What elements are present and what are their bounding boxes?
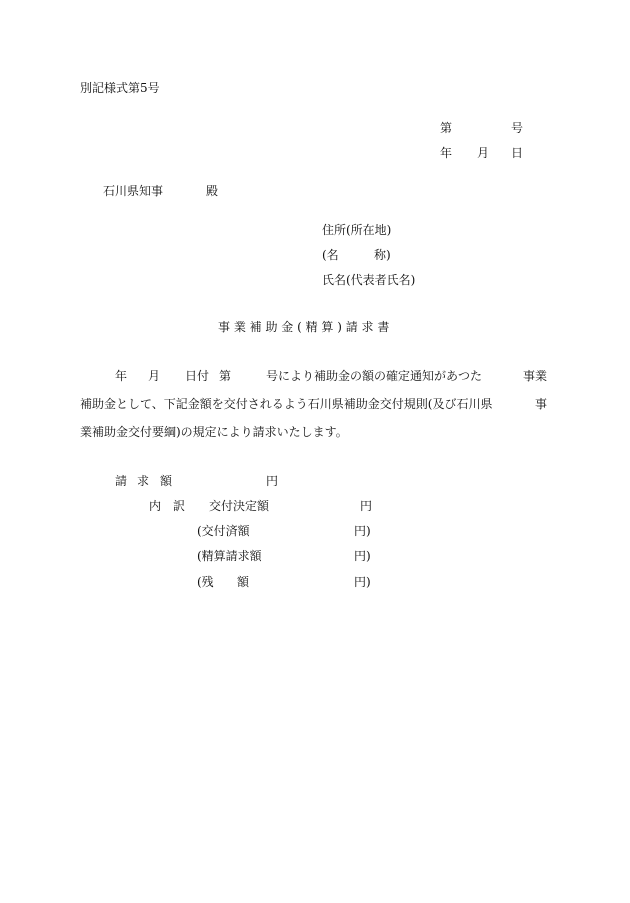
claim-label-kyu: 求	[137, 474, 150, 488]
addressee-dono: 殿	[206, 184, 219, 198]
claim-yen: 円	[266, 474, 279, 488]
breakdown-zan-close: 額	[237, 575, 250, 589]
document-title: 事 業 補 助 金 ( 精 算 ) 請 求 書	[218, 320, 390, 334]
breakdown-zan-open: (残	[197, 575, 214, 589]
body-l1-jigyo: 事業	[523, 369, 548, 383]
breakdown-wake: 訳	[173, 499, 186, 513]
body-l2-text: 補助金として、下記金額を交付されるよう石川県補助金交付規則(及び石川県	[80, 397, 493, 411]
breakdown-kettei-label: 交付決定額	[209, 499, 270, 513]
breakdown-sumi-label: (交付済額	[197, 524, 250, 538]
applicant-name-close: 称)	[374, 248, 391, 262]
breakdown-seisan-yen: 円)	[354, 549, 371, 563]
applicant-representative: 氏名(代表者氏名)	[322, 273, 416, 287]
form-number: 別記様式第5号	[80, 81, 160, 95]
date-month: 月	[477, 146, 490, 160]
date-year: 年	[440, 146, 453, 160]
applicant-address: 住所(所在地)	[322, 223, 392, 237]
claim-label-gaku: 額	[160, 474, 173, 488]
addressee-name: 石川県知事	[103, 184, 164, 198]
breakdown-zan-yen: 円)	[354, 575, 371, 589]
breakdown-kettei-yen: 円	[360, 499, 373, 513]
body-l1-text: 号により補助金の額の確定通知があつた	[266, 369, 483, 383]
date-day: 日	[511, 146, 524, 160]
breakdown-seisan-label: (精算請求額	[197, 549, 262, 563]
body-l1-hiduke: 日付	[185, 369, 210, 383]
breakdown-uchi: 内	[149, 499, 162, 513]
claim-label-sei: 請	[115, 474, 128, 488]
body-l3-text: 業補助金交付要綱)の規定により請求いたします。	[80, 425, 348, 439]
doc-number-go: 号	[511, 121, 524, 135]
body-l1-month: 月	[148, 369, 161, 383]
doc-number-dai: 第	[440, 121, 453, 135]
body-l1-year: 年	[115, 369, 128, 383]
body-l1-dai: 第	[219, 369, 232, 383]
applicant-name-open: (名	[322, 248, 339, 262]
breakdown-sumi-yen: 円)	[354, 524, 371, 538]
body-l2-ji: 事	[535, 397, 548, 411]
